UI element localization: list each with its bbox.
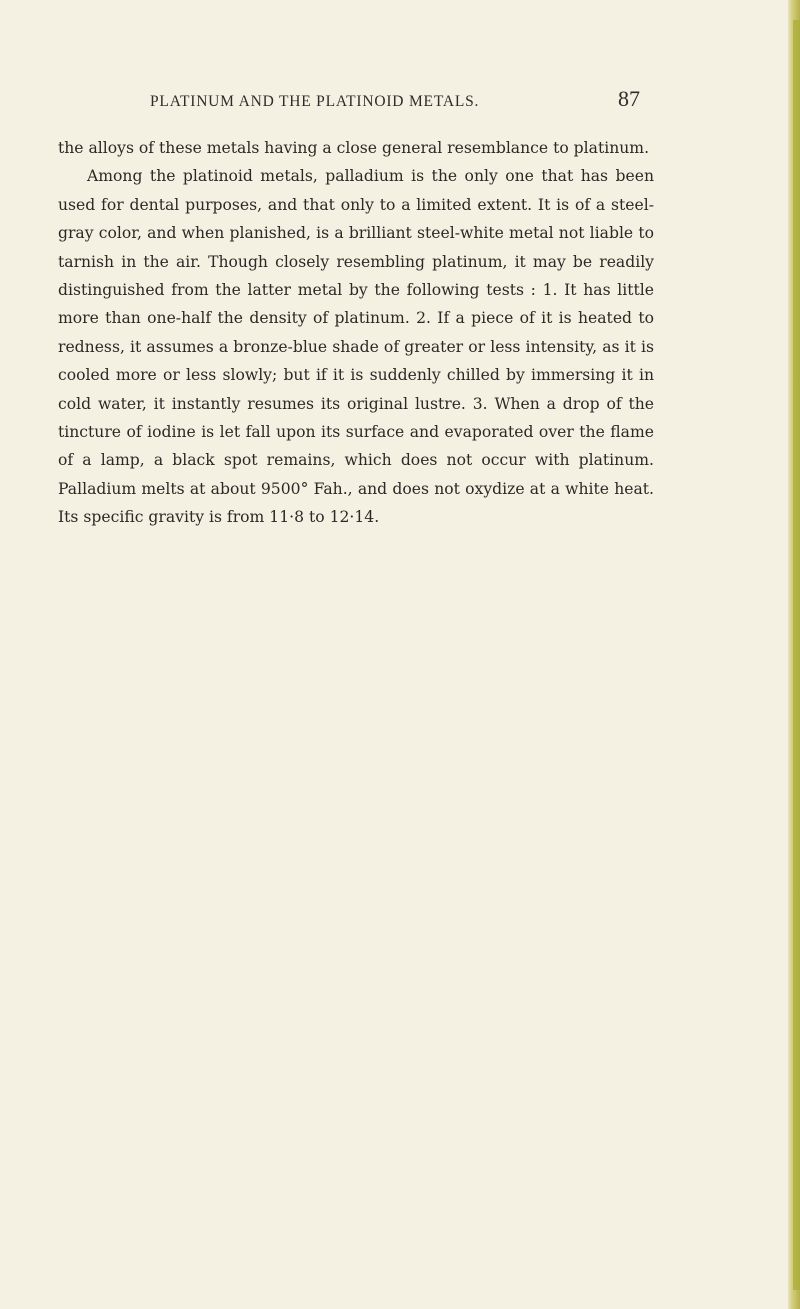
body-text [58,134,654,532]
page-number: 87 [618,86,640,111]
running-head: PLATINUM AND THE PLATINOID METALS. [150,93,480,110]
page-edge-shade [793,20,800,1290]
paragraph-palladium: Among the platinoid metals, palladium is the only one that has been used for dental purposes, and that only to a limited extent. It is of a steel-gray color, and when planished, is a brilliant steel-white metal not liable to tarnish in the air. Though closely resembling platinum, it may be readily distinguished from the latter metal by the following tests : 1. It has little more than one-half the density of platinum. 2. If a piece of it is heated to redness, it assumes a bronze-blue shade of greater or less intensity, as it is cooled more or less slowly; but if it is suddenly chilled by immersing it in cold water, it instantly resumes its original lustre. 3. When a drop of the tincture of iodine is let fall upon its surface and evaporated over the flame of a lamp, a black spot remains, which does not occur with platinum. Palladium melts at about 9500° Fah., and does not oxydize at a white heat. Its specific gravity is from 11·8 to 12·14. [58,167,654,527]
paragraph-continued: the alloys of these metals having a close general resemblance to platinum. [58,139,650,157]
page-edge-strip [788,0,800,1309]
